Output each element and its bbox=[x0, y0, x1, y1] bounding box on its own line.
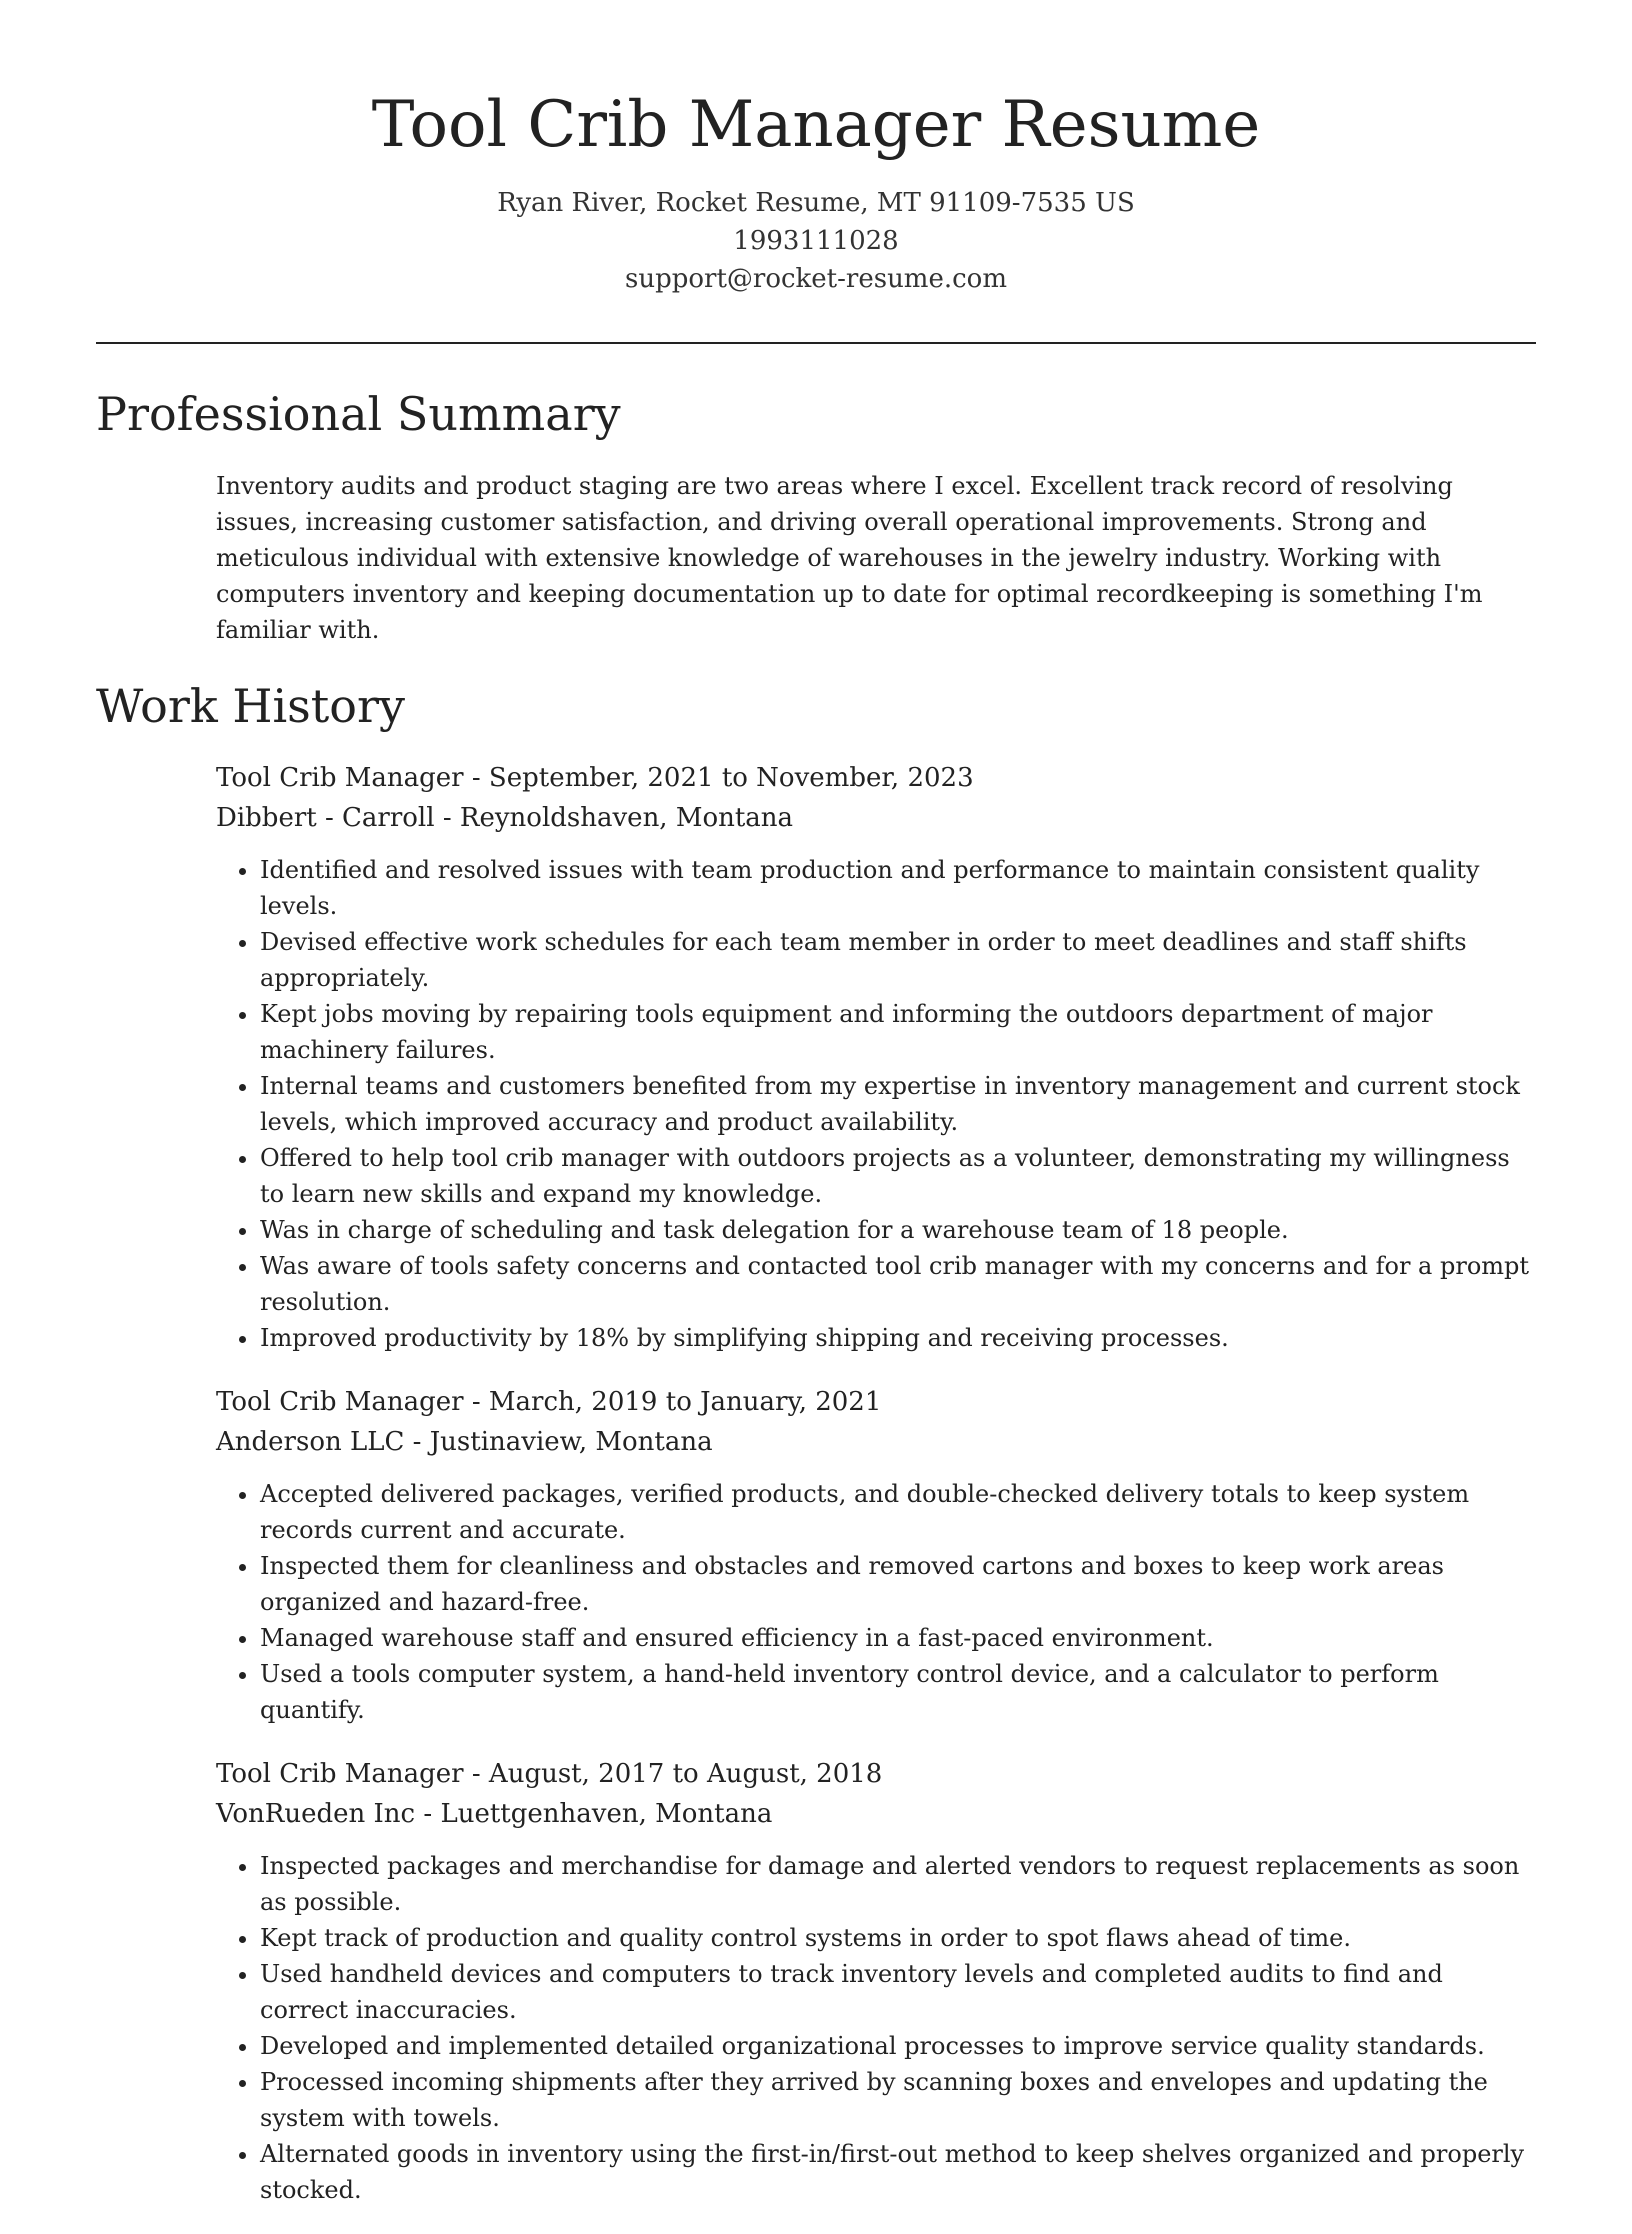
contact-phone: 1993111028 bbox=[733, 226, 899, 256]
job-dates: March, 2019 to January, 2021 bbox=[488, 1387, 882, 1417]
job-bullets bbox=[216, 1476, 1536, 1728]
contact-block bbox=[96, 184, 1536, 298]
job-company: Anderson LLC bbox=[216, 1427, 405, 1457]
header-divider bbox=[96, 342, 1536, 344]
job-company: Dibbert - Carroll bbox=[216, 803, 435, 833]
job-entry bbox=[216, 1382, 1536, 1728]
resume-header bbox=[96, 80, 1536, 298]
job-dates: August, 2017 to August, 2018 bbox=[488, 1759, 883, 1789]
job-company-line: Dibbert - Carroll - Reynoldshaven, Montana bbox=[216, 803, 794, 833]
job-location: Justinaview, Montana bbox=[429, 1427, 713, 1457]
summary-text: Inventory audits and product staging are two areas where I excel. Excellent track record of resolving issues, increasing customer satisfaction, and driving overall operational improvements. Strong and meticulous individual with extensive knowledge of warehouses in the jewelry industry. Working with computers inventory and keeping documentation up to date for optimal recordkeeping is something I'm familiar with. bbox=[216, 472, 1483, 644]
job-bullet: • Inspected packages and merchandise for damage and alerted vendors to request replacements as soon as possible. bbox=[260, 1848, 1536, 1920]
job-company-line: Anderson LLC - Justinaview, Montana bbox=[216, 1427, 713, 1457]
job-title: Tool Crib Manager bbox=[216, 1387, 464, 1417]
resume-content bbox=[96, 372, 1536, 2234]
job-title: Tool Crib Manager bbox=[216, 763, 464, 793]
job-bullet: • Used a tools computer system, a hand-held inventory control device, and a calculator to perform quantify. bbox=[260, 1656, 1536, 1728]
job-company-line: VonRueden Inc - Luettgenhaven, Montana bbox=[216, 1799, 773, 1829]
job-title: Tool Crib Manager bbox=[216, 1759, 464, 1789]
job-bullets bbox=[216, 1848, 1536, 2208]
job-bullet: • Accepted delivered packages, verified products, and double-checked delivery totals to keep system records current and accurate. bbox=[260, 1476, 1536, 1548]
work-history-section bbox=[96, 664, 1536, 2208]
section-heading-summary: Professional Summary bbox=[96, 387, 621, 441]
job-bullet: • Alternated goods in inventory using the first-in/first-out method to keep shelves organized and properly stocked. bbox=[260, 2136, 1536, 2208]
job-title-line: Tool Crib Manager - March, 2019 to January, 2021 bbox=[216, 1387, 882, 1417]
job-location: Luettgenhaven, Montana bbox=[440, 1799, 773, 1829]
job-bullet: • Devised effective work schedules for each team member in order to meet deadlines and staff shifts appropriately. bbox=[260, 924, 1536, 996]
job-title-line: Tool Crib Manager - September, 2021 to November, 2023 bbox=[216, 763, 974, 793]
resume-title: Tool Crib Manager Resume bbox=[371, 88, 1261, 162]
job-bullet: • Improved productivity by 18% by simplifying shipping and receiving processes. bbox=[260, 1320, 1536, 1356]
job-entry bbox=[216, 1754, 1536, 2208]
jobs-list bbox=[216, 758, 1536, 2208]
job-bullet: • Inspected them for cleanliness and obstacles and removed cartons and boxes to keep work areas organized and hazard-free. bbox=[260, 1548, 1536, 1620]
job-bullet: • Processed incoming shipments after they arrived by scanning boxes and envelopes and updating the system with towels. bbox=[260, 2064, 1536, 2136]
contact-email: support@rocket-resume.com bbox=[624, 264, 1007, 294]
section-heading-work-history: Work History bbox=[96, 679, 405, 733]
job-bullet: • Internal teams and customers benefited from my expertise in inventory management and current stock levels, which improved accuracy and product availability. bbox=[260, 1068, 1536, 1140]
job-dates: September, 2021 to November, 2023 bbox=[488, 763, 974, 793]
job-location: Reynoldshaven, Montana bbox=[459, 803, 794, 833]
job-entry bbox=[216, 758, 1536, 1356]
job-title-line: Tool Crib Manager - August, 2017 to August, 2018 bbox=[216, 1759, 883, 1789]
job-bullet: • Was in charge of scheduling and task delegation for a warehouse team of 18 people. bbox=[260, 1212, 1536, 1248]
job-bullet: • Kept jobs moving by repairing tools equipment and informing the outdoors department of major machinery failures. bbox=[260, 996, 1536, 1068]
job-bullets bbox=[216, 852, 1536, 1356]
job-bullet: • Offered to help tool crib manager with outdoors projects as a volunteer, demonstrating my willingness to learn new skills and expand my knowledge. bbox=[260, 1140, 1536, 1212]
contact-address: Ryan River, Rocket Resume, MT 91109-7535 US bbox=[497, 188, 1135, 218]
job-bullet: • Managed warehouse staff and ensured efficiency in a fast-paced environment. bbox=[260, 1620, 1536, 1656]
summary-body bbox=[216, 468, 1536, 648]
job-bullet: • Identified and resolved issues with team production and performance to maintain consistent quality levels. bbox=[260, 852, 1536, 924]
job-bullet: • Kept track of production and quality control systems in order to spot flaws ahead of time. bbox=[260, 1920, 1536, 1956]
job-bullet: • Used handheld devices and computers to track inventory levels and completed audits to find and correct inaccuracies. bbox=[260, 1956, 1536, 2028]
job-bullet: • Was aware of tools safety concerns and contacted tool crib manager with my concerns and for a prompt resolution. bbox=[260, 1248, 1536, 1320]
job-bullet: • Developed and implemented detailed organizational processes to improve service quality standards. bbox=[260, 2028, 1536, 2064]
professional-summary-section bbox=[96, 372, 1536, 648]
job-company: VonRueden Inc bbox=[216, 1799, 416, 1829]
